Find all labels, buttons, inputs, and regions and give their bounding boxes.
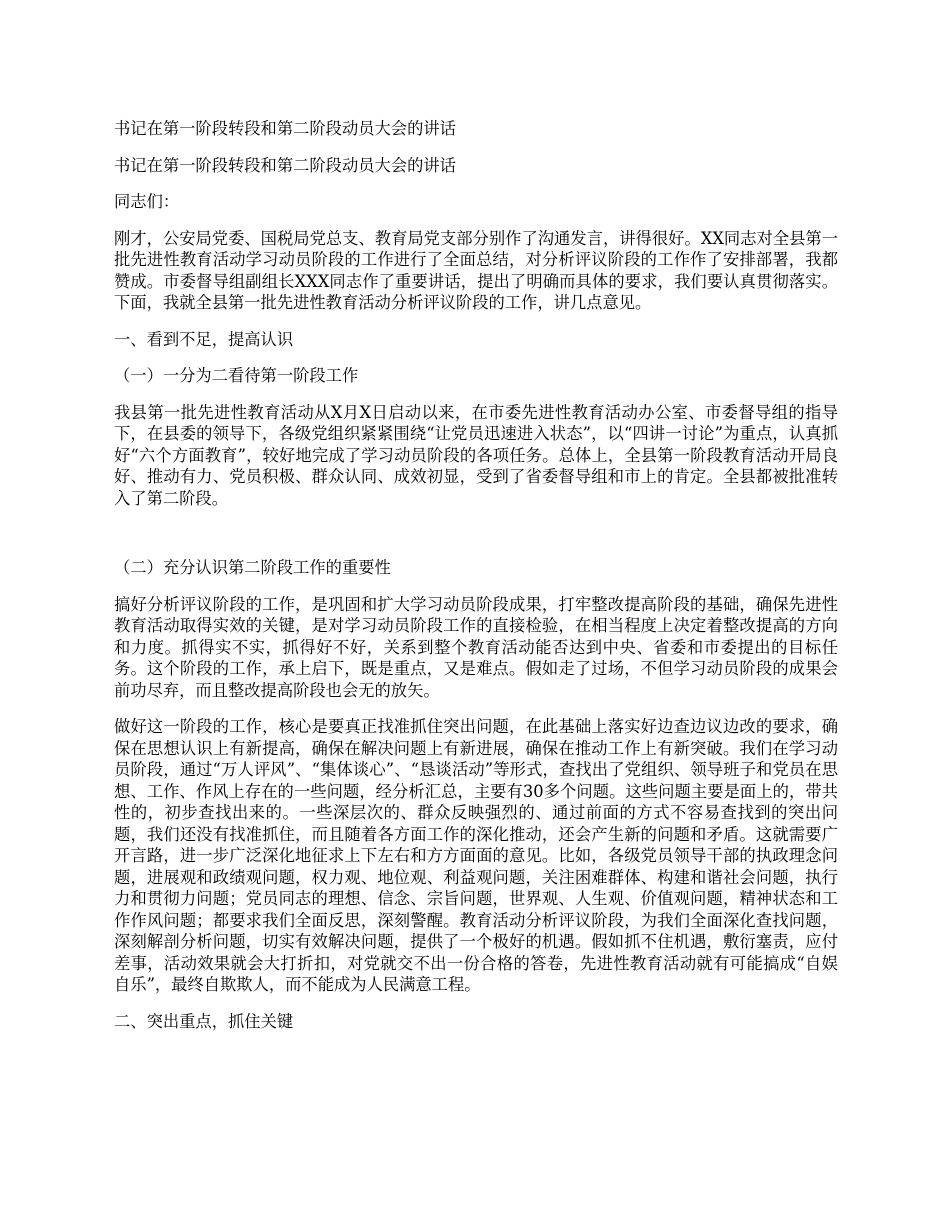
section-1-sub-2-paragraph-2: 做好这一阶段的工作，核心是要真正找准抓住突出问题，在此基础上落实好边查边议边改的要求，确保在思想认识上有新提高，确保在解决问题上有新进展，确保在推动工作上有新突破。我们在学习动员阶段，通过“万人评风”、“集体谈心”、“恳谈活动”等形式，查找出了党组织、领导班子和党员在思想、工作、作风上存在的一些问题，经分析汇总，主要有30多个问题。这些问题主要是面上的，带共性的，初步查找出来的。一些深层次的、群众反映强烈的、通过前面的方式不容易查找到的突出问题，我们还没有找准抓住，而且随着各方面工作的深化推动，还会产生新的问题和矛盾。这就需要广开言路，进一步广泛深化地征求上下左右和方方面面的意见。比如，各级党员领导干部的执政理念问题，进展观和政绩观问题，权力观、地位观、利益观问题，关注困难群体、构建和谐社会问题，执行力和贯彻力问题；党员同志的理想、信念、宗旨问题，世界观、人生观、价值观问题，精神状态和工作作风问题；都要求我们全面反思，深刻警醒。教育活动分析评议阶段，为我们全面深化查找问题，深刻解剖分析问题，切实有效解决问题，提供了一个极好的机遇。假如抓不住机遇，敷衍塞责，应付差事，活动效果就会大打折扣，对党就交不出一份合格的答卷，先进性教育活动就有可能搞成“自娱自乐”，最终自欺欺人，而不能成为人民满意工程。 bbox=[114, 717, 838, 994]
intro-paragraph: 刚才，公安局党委、国税局党总支、教育局党支部分别作了沟通发言，讲得很好。XX同志对全县第一批先进性教育活动学习动员阶段的工作进行了全面总结，对分析评议阶段的工作作了安排部署，我都赞成。市委督导组副组长XXX同志作了重要讲话，提出了明确而具体的要求，我们要认真贯彻落实。下面，我就全县第一批先进性教育活动分析评议阶段的工作，讲几点意见。 bbox=[114, 228, 838, 312]
section-1-sub-1-paragraph: 我县第一批先进性教育活动从X月X日启动以来，在市委先进性教育活动办公室、市委督导组的指导下，在县委的领导下，各级党组织紧紧围绕“让党员迅速进入状态”，以“四讲一讨论”为重点，认真抓好“六个方面教育”，较好地完成了学习动员阶段的各项任务。总体上，全县第一阶段教育活动开局良好、推动有力、党员积极、群众认同、成效初显，受到了省委督导组和市上的肯定。全县都被批准转入了第二阶段。 bbox=[114, 402, 838, 508]
document-body bbox=[114, 118, 838, 1047]
document-title: 书记在第一阶段转段和第二阶段动员大会的讲话 bbox=[114, 119, 456, 138]
section-1-sub-2-paragraph-1: 搞好分析评议阶段的工作，是巩固和扩大学习动员阶段成果，打牢整改提高阶段的基础，确保先进性教育活动取得实效的关键，是对学习动员阶段工作的直接检验，在相当程度上决定着整改提高的方向和力度。抓得实不实，抓得好不好，关系到整个教育活动能否达到中央、省委和市委提出的目标任务。这个阶段的工作，承上启下，既是重点，又是难点。假如走了过场，不但学习动员阶段的成果会前功尽弃，而且整改提高阶段也会无的放矢。 bbox=[114, 594, 838, 700]
section-1-sub-2-heading: （二）充分认识第二阶段工作的重要性 bbox=[114, 558, 391, 577]
section-1-heading: 一、看到不足，提高认识 bbox=[114, 329, 294, 349]
section-1-sub-1-heading: （一）一分为二看待第一阶段工作 bbox=[114, 366, 359, 385]
section-2-heading: 二、突出重点，抓住关键 bbox=[114, 1011, 294, 1031]
salutation: 同志们： bbox=[114, 192, 180, 211]
document-subtitle: 书记在第一阶段转段和第二阶段动员大会的讲话 bbox=[114, 155, 456, 175]
